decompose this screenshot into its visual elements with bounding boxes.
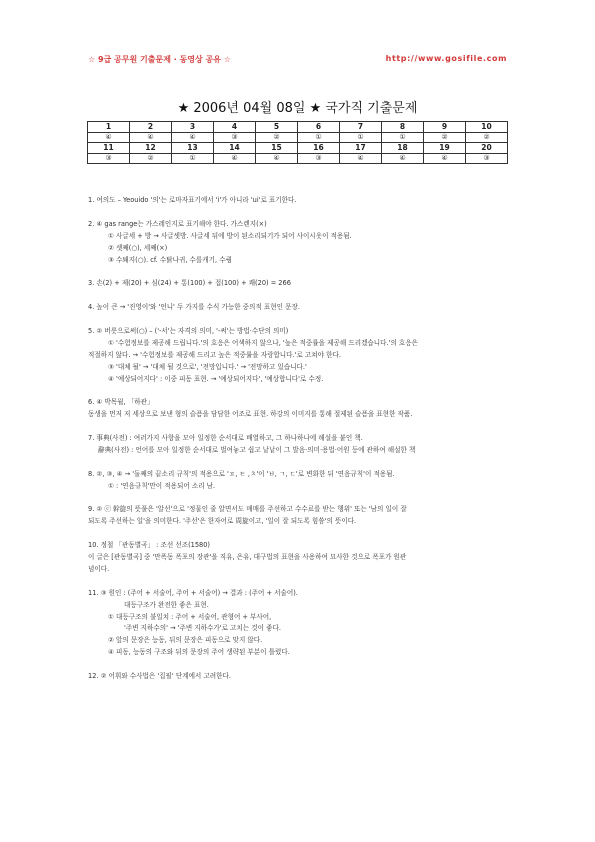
answer-cell: ④ xyxy=(172,132,214,143)
question-number-cell: 3 xyxy=(172,122,214,133)
explanation-line: 적절하지 않다. → '수험정보를 제공해 드리고 높은 적중률을 자랑합니다.'로 고쳐야 한다. xyxy=(88,350,341,359)
answer-table xyxy=(87,121,508,164)
question-number-cell: 16 xyxy=(298,143,340,154)
answer-cell: ③ xyxy=(88,153,130,164)
explanation-line: ② 셋째(○), 세째(×) xyxy=(108,243,168,252)
explanation-line: ④ 피동, 능동의 구조와 뒤의 문장의 주어 생략된 부분이 틀렸다. xyxy=(108,648,290,657)
explanation-line: ④ '예상되어지다' : 이중 피동 표현. → '예상되어지다', '예상합니다'로 수정. xyxy=(108,374,324,383)
question-number-cell: 20 xyxy=(466,143,508,154)
explanation-line: ① 대등구조의 불일치 : 주어 + 서술어, 관형어 + 부사어, xyxy=(108,612,272,621)
explanation-line: 념이다. xyxy=(88,564,110,573)
explanation-line: 辭典(사전) : 언어를 모아 일정한 순서대로 벌여놓고 쉽고 낱낱이 그 발음·의미·용법·어원 등에 관하여 해설한 책 xyxy=(98,445,416,454)
answer-cell: ④ xyxy=(424,153,466,164)
question-number-cell: 7 xyxy=(340,122,382,133)
answer-cell: ④ xyxy=(88,132,130,143)
explanation-line: 9. ② ⓒ 幹旋의 뜻풀은 '알선'으로 '정물인 줄 알면서도 매매를 주선하고 수수료를 받는 행위' 또는 '남의 일이 잘 xyxy=(88,505,407,514)
blank-line xyxy=(88,421,513,433)
explanation-line: 11. ③ 원인 : (주어 + 서술어, 주어 + 서술어) → 결과 : (주어 + 서술어). xyxy=(88,588,298,597)
explanation-line: ③ '대체 될' → '대체 될 것으로', '전망입니다.' → '전망하고 있습니다.' xyxy=(108,362,307,371)
question-number-cell: 2 xyxy=(130,122,172,133)
explanation-line: 동생을 먼저 저 세상으로 보낸 형의 슬픔을 담담한 어조로 표현. 하강의 이미지를 통해 절제된 슬픔을 표현한 작품. xyxy=(88,410,413,419)
blank-line xyxy=(88,314,513,326)
answer-cell: ③ xyxy=(466,153,508,164)
question-number-cell: 8 xyxy=(382,122,424,133)
question-number-cell: 15 xyxy=(256,143,298,154)
page-header xyxy=(88,54,507,66)
question-number-cell: 14 xyxy=(214,143,256,154)
explanation-line: 1. 여의도 – Yeouido '의'는 로마자표기에서 'i'가 아니라 'ui'로 표기한다. xyxy=(88,196,297,204)
blank-line xyxy=(88,266,513,278)
answer-cell: ① xyxy=(172,153,214,164)
explanation-line: 이 글은 [관동별곡] 중 '만폭동 폭포의 장관'을 직유, 은유, 대구법의 표현을 사용하여 묘사한 것으로 폭포가 원관 xyxy=(88,553,407,562)
answer-row xyxy=(88,153,508,164)
answer-cell: ④ xyxy=(130,132,172,143)
explanation-line: 4. 높이 큰 → '진영이'와 '언니' 두 가지를 수식 가능한 중의적 표현인 문장. xyxy=(88,303,300,312)
question-number-cell: 17 xyxy=(340,143,382,154)
explanation-line: 2. ④ gas range는 가스레인지로 표기해야 한다. 가스렌지(×) xyxy=(88,219,267,228)
question-number-cell: 6 xyxy=(298,122,340,133)
blank-line xyxy=(88,207,513,219)
question-number-cell: 19 xyxy=(424,143,466,154)
answer-cell: ① xyxy=(382,132,424,143)
explanation-line: 대등구조가 완전한 좋은 표현. xyxy=(124,600,209,609)
explanation-line: ② 앞의 문장은 능동, 뒤의 문장은 피동으로 맞지 않다. xyxy=(108,636,263,645)
explanation-line: 3. 손(2) + 제(20) + 심(24) + 통(100) + 접(100) + 쾌(20) = 266 xyxy=(88,279,291,288)
blank-line xyxy=(88,385,513,397)
question-number-row xyxy=(88,143,508,154)
answer-cell: ④ xyxy=(256,153,298,164)
question-number-cell: 1 xyxy=(88,122,130,133)
explanation-line: 5. ② 버릇으로써(○) – ('-서'는 자격의 의미, '-써'는 방법·수단의 의미) xyxy=(88,326,289,335)
question-number-cell: 13 xyxy=(172,143,214,154)
question-number-cell: 11 xyxy=(88,143,130,154)
blank-line xyxy=(88,457,513,469)
answer-cell: ② xyxy=(424,132,466,143)
page-title: ★ 2006년 04월 08일 ★ 국가직 기출문제 xyxy=(177,101,418,116)
explanation-line: 10. 정철 「관동별곡」 : 조선 선조(1580) xyxy=(88,541,210,550)
explanation-line: 6. ④ 박목월, 「하관」 xyxy=(88,398,154,407)
answer-cell: ④ xyxy=(214,153,256,164)
question-number-row xyxy=(88,122,508,133)
answer-cell: ① xyxy=(298,132,340,143)
blank-line xyxy=(88,576,513,588)
question-number-cell: 18 xyxy=(382,143,424,154)
explanation-line: 7. 事典(사전) : 여러가지 사항을 모아 일정한 순서대로 배열하고, 그 하나하나에 해설을 붙인 책. xyxy=(88,434,363,443)
explanation-line: ① : '연음규칙'만이 적용되어 소리 남. xyxy=(108,481,216,490)
blank-line xyxy=(88,493,513,505)
answer-cell: ① xyxy=(340,132,382,143)
question-number-cell: 9 xyxy=(424,122,466,133)
answer-cell: ④ xyxy=(382,153,424,164)
explanation-line: 12. ② 어휘와 수사법은 '집필' 단계에서 고려한다. xyxy=(88,672,231,681)
header-site-url[interactable]: http://www.gosifile.com xyxy=(385,54,507,63)
answer-cell: ④ xyxy=(340,153,382,164)
blank-line xyxy=(88,659,513,671)
explanation-line: 8. ②, ③, ④ → '둘째의 끝소리 규칙'의 적용으로 'ㅍ, ㅌ ,ㅊ'이 'ㅂ, ㄱ, ㄷ'로 변화한 뒤 '연음규칙'이 적용됨. xyxy=(88,469,395,478)
explanation-line: ① '수험정보를 제공해 드립니다.'의 호응은 어색하지 않으나, '높은 적중률을 제공해 드리겠습니다.'의 호응은 xyxy=(108,338,419,347)
answer-cell: ③ xyxy=(214,132,256,143)
question-number-cell: 5 xyxy=(256,122,298,133)
explanation-line: ① 사글세 + 방 → 사글셋방. 사글세 뒤에 방이 된소리되기가 되어 사이시옷이 적용됨. xyxy=(108,231,352,240)
explanation-line: '주변 지하수의' → '주변 지하수가'로 고치는 것이 좋다. xyxy=(124,624,281,633)
explanation-line: ③ 수퇘지(○). cf. 수탉나귀, 수를캐기, 수퀑 xyxy=(108,255,232,264)
explanations xyxy=(88,195,513,683)
answer-cell: ② xyxy=(130,153,172,164)
answer-cell: ② xyxy=(256,132,298,143)
header-left-text: ☆ 9급 공무원 기출문제 · 동영상 공유 ☆ xyxy=(88,55,231,64)
answer-cell: ② xyxy=(466,132,508,143)
blank-line xyxy=(88,528,513,540)
answer-row xyxy=(88,132,508,143)
question-number-cell: 10 xyxy=(466,122,508,133)
blank-line xyxy=(88,290,513,302)
question-number-cell: 12 xyxy=(130,143,172,154)
question-number-cell: 4 xyxy=(214,122,256,133)
answer-cell: ③ xyxy=(298,153,340,164)
explanation-line: 되도록 주선하는 일'을 의미한다. '주선'은 한자어로 周旋이고, '일이 잘 되도록 힘씀'의 뜻이다. xyxy=(88,517,357,526)
